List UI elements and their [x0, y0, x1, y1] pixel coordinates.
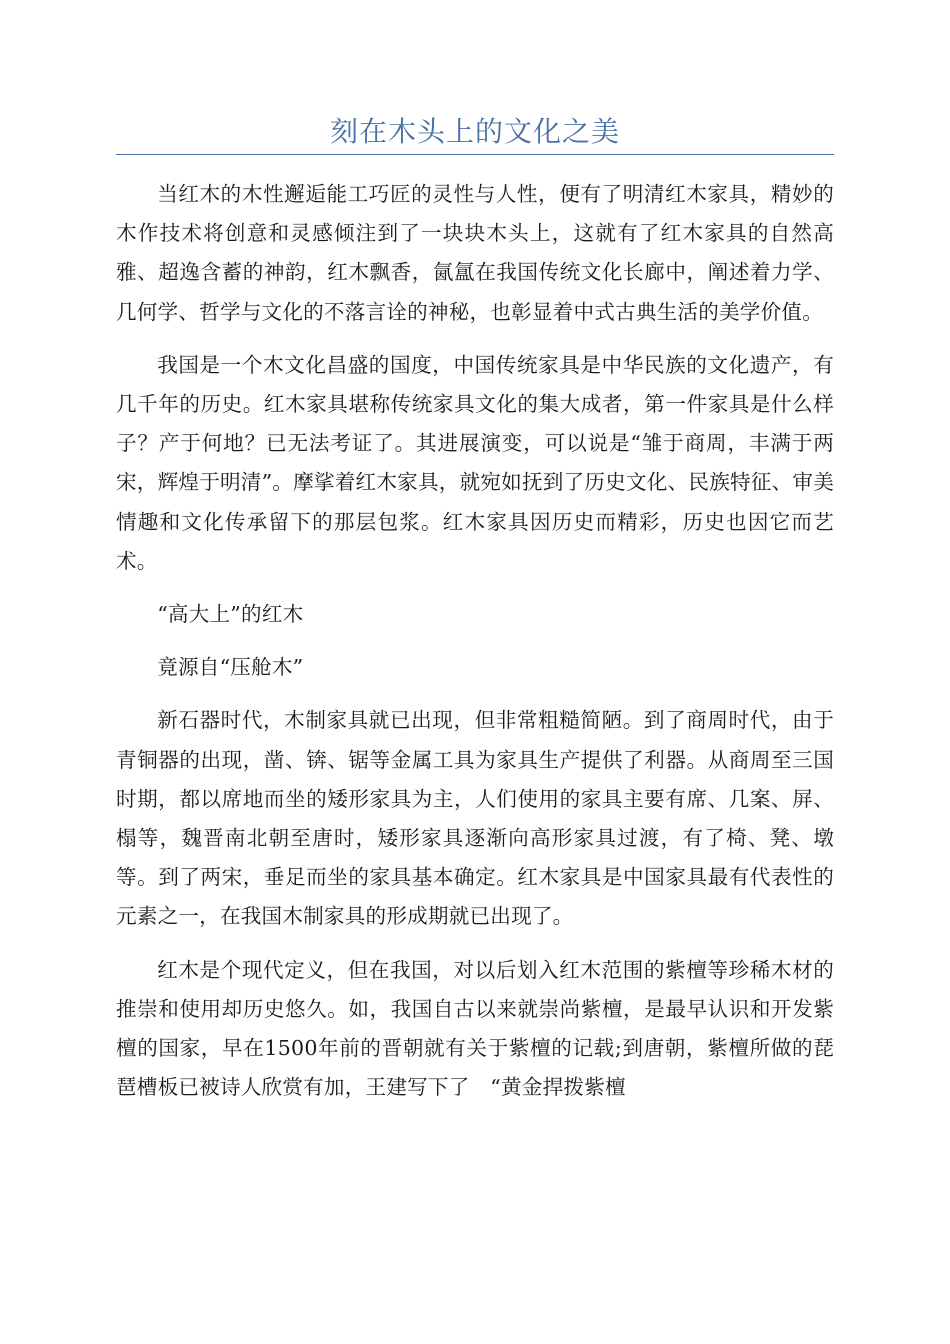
- paragraph-evolution: 新石器时代，木制家具就已出现，但非常粗糙简陋。到了商周时代，由于青铜器的出现，凿、锛、锯等金属工具为家具生产提供了利器。从商周至三国时期，都以席地而坐的矮形家具为主，人们使用的家具主要有席、几案、屏、榻等，魏晋南北朝至唐时，矮形家具逐渐向高形家具过渡，有了椅、凳、墩等。到了两宋，垂足而坐的家具基本确定。红木家具是中国家具最有代表性的元素之一，在我国木制家具的形成期就已出现了。: [116, 708, 834, 929]
- title-underline: [116, 154, 834, 155]
- paragraph-rosewood: 红木是个现代定义，但在我国，对以后划入红木范围的紫檀等珍稀木材的推崇和使用却历史悠久。如，我国自古以来就崇尚紫檀，是最早认识和开发紫檀的国家，早在1500年前的晋朝就有关于紫檀的记载;到唐朝，紫檀所做的琵琶槽板已被诗人欣赏有加，王建写下了 “黄金捍拨紫檀: [116, 957, 834, 1100]
- section-heading-line-1: “高大上”的红木: [157, 602, 304, 627]
- section-heading-line-2: 竟源自“压舱木”: [157, 655, 304, 680]
- article-body: [116, 175, 834, 1121]
- paragraph-intro: 当红木的木性邂逅能工巧匠的灵性与人性，便有了明清红木家具，精妙的木作技术将创意和灵感倾注到了一块块木头上，这就有了红木家具的自然高雅、超逸含蓄的神韵，红木飘香，氤氲在我国传统文化长廊中，阐述着力学、几何学、哲学与文化的不落言诠的神秘，也彰显着中式古典生活的美学价值。: [116, 182, 834, 324]
- paragraph-history: 我国是一个木文化昌盛的国度，中国传统家具是中华民族的文化遗产，有几千年的历史。红木家具堪称传统家具文化的集大成者，第一件家具是什么样子？产于何地？已无法考证了。其进展演变，可以说是“雏于商周，丰满于两宋，辉煌于明清”。摩挲着红木家具，就宛如抚到了历史文化、民族特征、审美情趣和文化传承留下的那层包浆。红木家具因历史而精彩，历史也因它而艺术。: [116, 352, 834, 573]
- page-title: 刻在木头上的文化之美: [329, 115, 620, 148]
